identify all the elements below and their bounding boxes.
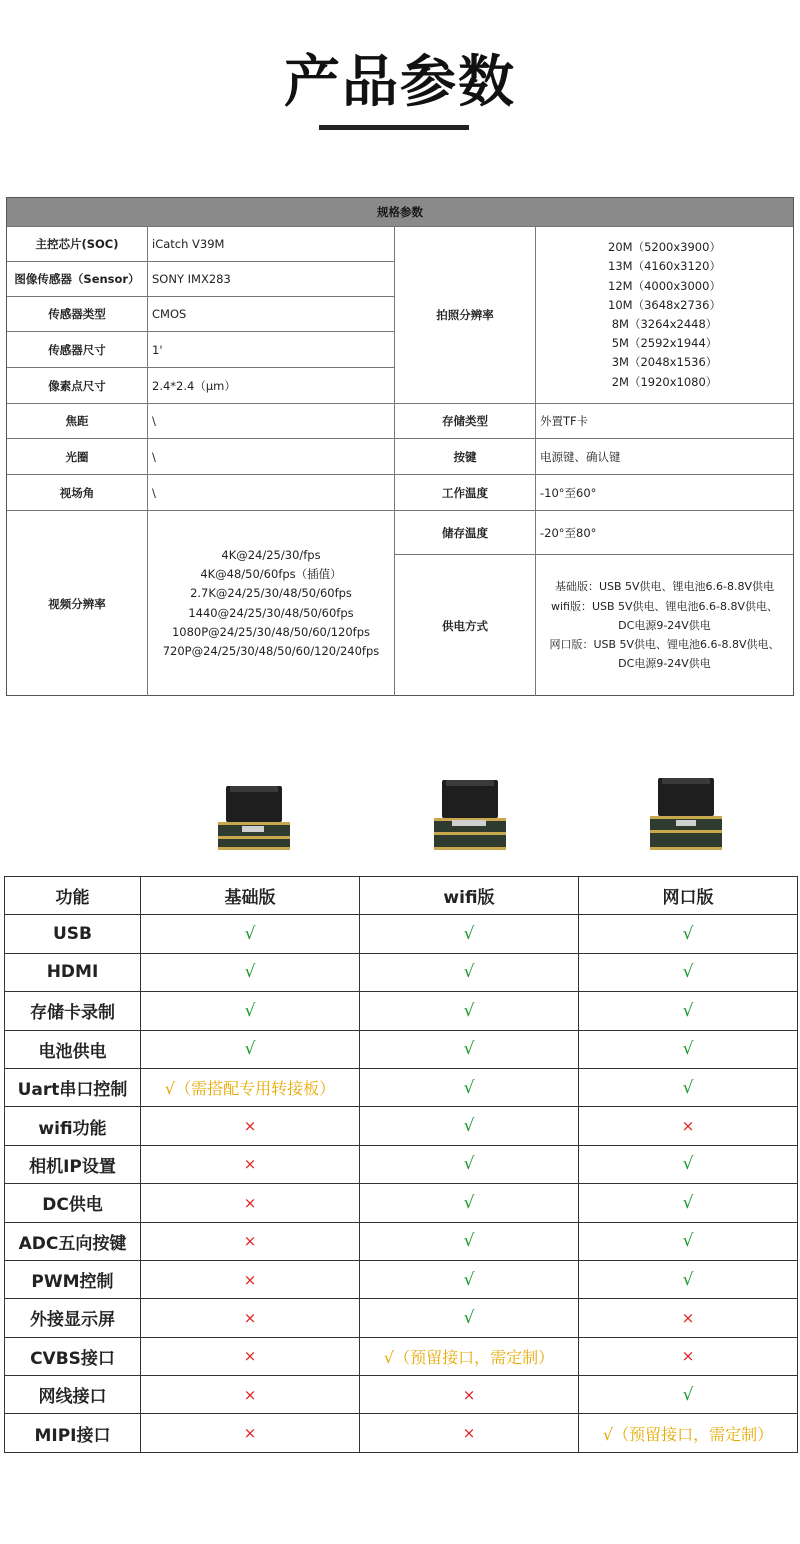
feature-cell	[360, 1107, 579, 1145]
power-line: DC电源9-24V供电	[618, 657, 711, 671]
check-icon: √	[463, 1039, 475, 1060]
feature-cell	[579, 1184, 798, 1222]
video-res-line: 720P@24/25/30/48/50/60/120/240fps	[162, 643, 380, 658]
spec-label-pixel-size: 像素点尺寸	[7, 368, 148, 404]
table-row	[5, 1145, 798, 1183]
spec-value-soc: iCatch V39M	[148, 227, 395, 262]
feature-cell	[141, 1376, 360, 1414]
spec-value-pixel-size: 2.4*2.4（μm）	[148, 368, 395, 404]
check-icon: √	[463, 1192, 475, 1213]
cross-icon: ×	[243, 1347, 257, 1366]
spec-value-storage: 外置TF卡	[536, 404, 793, 439]
check-icon: √	[682, 924, 694, 945]
feature-cell	[579, 1299, 798, 1337]
spec-value-video-res	[148, 511, 395, 696]
check-icon: √	[463, 1231, 475, 1252]
feature-cell	[579, 1030, 798, 1068]
product-image-basic	[216, 786, 292, 848]
check-icon: √	[463, 1307, 475, 1328]
video-res-line: 4K@48/50/60fps（插值）	[200, 567, 342, 582]
check-icon: √	[682, 1192, 694, 1213]
check-icon: √	[682, 1154, 694, 1175]
check-icon: √	[682, 1077, 694, 1098]
note-text: √（需搭配专用转接板）	[164, 1079, 336, 1099]
feature-name: 电池供电	[5, 1030, 141, 1068]
feature-cell	[360, 1414, 579, 1452]
check-icon: √	[463, 1154, 475, 1175]
spec-table	[6, 197, 794, 696]
cross-icon: ×	[243, 1155, 257, 1174]
feature-cell	[360, 1145, 579, 1183]
video-res-line: 2.7K@24/25/30/48/50/60fps	[190, 586, 352, 601]
feature-name: DC供电	[5, 1184, 141, 1222]
feature-cell	[141, 1337, 360, 1375]
feature-cell	[360, 1068, 579, 1106]
col-header-ethernet: 网口版	[579, 877, 798, 915]
table-row	[5, 1299, 798, 1337]
feature-cell	[579, 1337, 798, 1375]
feature-cell	[579, 1107, 798, 1145]
feature-cell	[141, 1068, 360, 1106]
feature-name: ADC五向按键	[5, 1222, 141, 1260]
table-row	[5, 1222, 798, 1260]
cross-icon: ×	[243, 1424, 257, 1443]
photo-res-line: 2M（1920x1080）	[611, 374, 718, 389]
feature-name: Uart串口控制	[5, 1068, 141, 1106]
feature-cell	[141, 1145, 360, 1183]
table-row	[5, 1030, 798, 1068]
check-icon: √	[682, 1384, 694, 1405]
feature-cell	[141, 1184, 360, 1222]
power-line: wifi版：USB 5V供电、锂电池6.6-8.8V供电、	[550, 599, 779, 613]
product-image-wifi	[432, 780, 508, 848]
feature-cell	[579, 1145, 798, 1183]
feature-name: 外接显示屏	[5, 1299, 141, 1337]
check-icon: √	[682, 1269, 694, 1290]
feature-cell	[579, 1260, 798, 1298]
feature-name: MIPI接口	[5, 1414, 141, 1452]
check-icon: √	[682, 1231, 694, 1252]
spec-label-aperture: 光圈	[7, 439, 148, 475]
title-underline	[319, 125, 469, 130]
spec-value-fov: \	[148, 475, 395, 511]
photo-res-line: 5M（2592x1944）	[611, 336, 718, 351]
spec-value-store-temp: -20°至80°	[536, 511, 793, 555]
check-icon: √	[682, 1039, 694, 1060]
cross-icon: ×	[243, 1385, 257, 1404]
feature-cell	[360, 1299, 579, 1337]
feature-cell	[141, 1107, 360, 1145]
spec-label-video-res: 视频分辨率	[7, 511, 148, 696]
photo-res-line: 3M（2048x1536）	[611, 355, 718, 370]
cross-icon: ×	[243, 1193, 257, 1212]
check-icon: √	[463, 924, 475, 945]
feature-name: HDMI	[5, 953, 141, 991]
check-icon: √	[244, 1000, 256, 1021]
spec-value-focal: \	[148, 404, 395, 439]
feature-cell	[360, 992, 579, 1030]
power-line: 基础版：USB 5V供电、锂电池6.6-8.8V供电	[554, 580, 775, 594]
check-icon: √	[463, 1116, 475, 1137]
feature-cell	[360, 1376, 579, 1414]
feature-header-row	[5, 877, 798, 915]
feature-table	[4, 876, 798, 1453]
table-row	[5, 1337, 798, 1375]
check-icon: √	[244, 1039, 256, 1060]
feature-name: wifi功能	[5, 1107, 141, 1145]
video-res-line: 1440@24/25/30/48/50/60fps	[188, 605, 354, 620]
product-image-ethernet	[648, 778, 724, 848]
feature-cell	[141, 1414, 360, 1452]
spec-label-soc: 主控芯片(SOC)	[7, 227, 148, 262]
spec-value-work-temp: -10°至60°	[536, 475, 793, 511]
feature-cell	[141, 1222, 360, 1260]
spec-label-work-temp: 工作温度	[395, 475, 536, 511]
feature-name: 网线接口	[5, 1376, 141, 1414]
feature-cell	[141, 953, 360, 991]
spec-label-fov: 视场角	[7, 475, 148, 511]
cross-icon: ×	[462, 1385, 476, 1404]
power-line: 网口版：USB 5V供电、锂电池6.6-8.8V供电、	[549, 638, 780, 652]
feature-cell	[360, 1030, 579, 1068]
feature-cell	[360, 1260, 579, 1298]
spec-value-sensor-type: CMOS	[148, 297, 395, 332]
power-line: DC电源9-24V供电	[618, 618, 711, 632]
table-row	[5, 992, 798, 1030]
spec-value-sensor: SONY IMX283	[148, 262, 395, 297]
spec-label-sensor: 图像传感器（Sensor）	[7, 262, 148, 297]
feature-cell	[579, 1222, 798, 1260]
cross-icon: ×	[681, 1117, 695, 1136]
cross-icon: ×	[243, 1270, 257, 1289]
photo-res-line: 8M（3264x2448）	[611, 317, 718, 331]
feature-cell	[579, 992, 798, 1030]
feature-cell	[579, 915, 798, 953]
photo-res-line: 13M（4160x3120）	[608, 259, 721, 274]
video-res-line: 4K@24/25/30/fps	[221, 547, 321, 562]
col-header-feature: 功能	[5, 877, 141, 915]
feature-cell	[360, 1222, 579, 1260]
photo-res-line: 10M（3648x2736）	[608, 297, 721, 312]
check-icon: √	[463, 1000, 475, 1021]
feature-cell	[579, 953, 798, 991]
feature-name: 相机IP设置	[5, 1145, 141, 1183]
feature-name: PWM控制	[5, 1260, 141, 1298]
spec-label-photo-res: 拍照分辨率	[395, 227, 536, 404]
cross-icon: ×	[681, 1347, 695, 1366]
feature-cell	[579, 1376, 798, 1414]
feature-cell	[141, 992, 360, 1030]
photo-res-line: 20M（5200x3900）	[608, 240, 721, 255]
note-text: √（预留接口，需定制）	[602, 1424, 774, 1444]
check-icon: √	[463, 962, 475, 983]
feature-cell	[360, 1337, 579, 1375]
feature-cell	[360, 1184, 579, 1222]
video-res-line: 1080P@24/25/30/48/50/60/120fps	[171, 624, 371, 639]
col-header-wifi: wifi版	[360, 877, 579, 915]
check-icon: √	[244, 962, 256, 983]
note-text: √（预留接口，需定制）	[383, 1347, 555, 1367]
spec-label-storage: 存储类型	[395, 404, 536, 439]
table-row	[5, 1376, 798, 1414]
table-row	[5, 1260, 798, 1298]
check-icon: √	[682, 962, 694, 983]
feature-cell	[579, 1068, 798, 1106]
photo-res-line: 12M（4000x3000）	[608, 278, 721, 293]
feature-cell	[360, 953, 579, 991]
spec-value-sensor-size: 1'	[148, 332, 395, 368]
table-row	[5, 953, 798, 991]
cross-icon: ×	[243, 1232, 257, 1251]
spec-value-photo-res	[536, 227, 793, 404]
table-row	[5, 1414, 798, 1452]
feature-cell	[141, 1260, 360, 1298]
feature-name: USB	[5, 915, 141, 953]
check-icon: √	[463, 1077, 475, 1098]
spec-value-buttons: 电源键、确认键	[536, 439, 793, 475]
spec-label-store-temp: 储存温度	[395, 511, 536, 555]
feature-cell	[141, 1030, 360, 1068]
cross-icon: ×	[243, 1117, 257, 1136]
cross-icon: ×	[243, 1308, 257, 1327]
feature-cell	[141, 1299, 360, 1337]
spec-header: 规格参数	[7, 198, 793, 227]
page-title: 产品参数	[284, 50, 516, 115]
cross-icon: ×	[462, 1424, 476, 1443]
spec-value-aperture: \	[148, 439, 395, 475]
feature-name: 存储卡录制	[5, 992, 141, 1030]
check-icon: √	[682, 1000, 694, 1021]
spec-label-sensor-type: 传感器类型	[7, 297, 148, 332]
check-icon: √	[463, 1269, 475, 1290]
spec-label-buttons: 按键	[395, 439, 536, 475]
spec-label-focal: 焦距	[7, 404, 148, 439]
spec-label-power: 供电方式	[395, 555, 536, 696]
spec-label-sensor-size: 传感器尺寸	[7, 332, 148, 368]
check-icon: √	[244, 924, 256, 945]
table-row	[5, 1068, 798, 1106]
feature-cell	[579, 1414, 798, 1452]
feature-cell	[360, 915, 579, 953]
col-header-basic: 基础版	[141, 877, 360, 915]
cross-icon: ×	[681, 1308, 695, 1327]
feature-name: CVBS接口	[5, 1337, 141, 1375]
table-row	[5, 915, 798, 953]
table-row	[5, 1107, 798, 1145]
spec-value-power	[536, 555, 793, 696]
table-row	[5, 1184, 798, 1222]
feature-cell	[141, 915, 360, 953]
